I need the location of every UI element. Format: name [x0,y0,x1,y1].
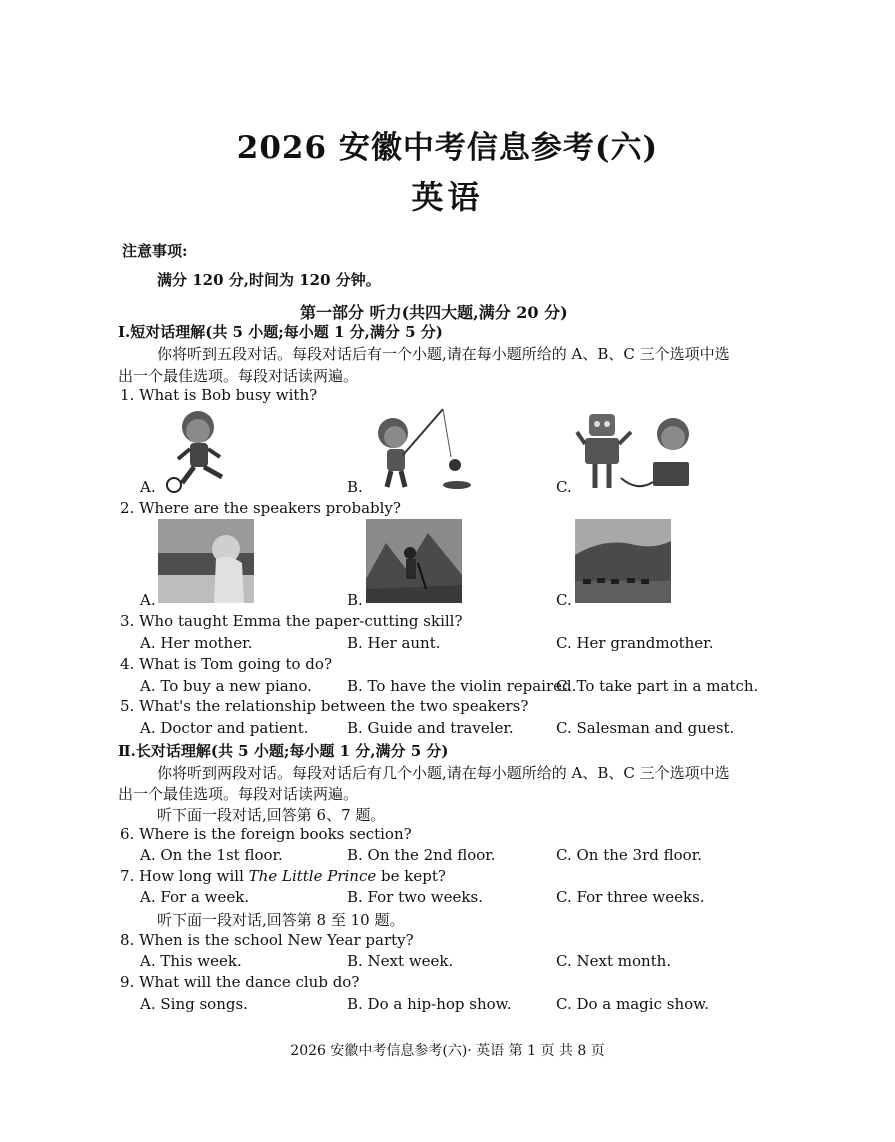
notice-text: 满分 120 分,时间为 120 分钟。 [157,271,381,289]
q9-option-a: A. Sing songs. [140,995,248,1013]
q1-option-a: A. [140,478,156,496]
q8-option-a: A. This week. [140,952,242,970]
dialog1-intro: 听下面一段对话,回答第 6、7 题。 [157,806,386,824]
q7-option-b: B. For two weeks. [347,888,483,906]
beach-scene-image [158,519,254,603]
q3-option-a: A. Her mother. [140,634,253,652]
mountain-hiking-image [366,519,462,603]
q8-option-b: B. Next week. [347,952,454,970]
q4-option-b: B. To have the violin repaired. [347,677,577,695]
q7-book-title: The Little Prince [248,867,377,885]
q2-option-a: A. [140,591,156,609]
q6-option-c: C. On the 3rd floor. [556,846,702,864]
section1-instruction-2: 出一个最佳选项。每段对话读两遍。 [118,367,359,385]
section1-instruction-1: 你将听到五段对话。每段对话后有一个小题,请在每小题所给的 A、B、C 三个选项中选 [157,345,730,363]
section2-instruction-1: 你将听到两段对话。每段对话后有几个小题,请在每小题所给的 A、B、C 三个选项中选 [157,764,730,782]
q3-option-b: B. Her aunt. [347,634,441,652]
q1-option-c: C. [556,478,572,496]
section1-heading: Ⅰ.短对话理解(共 5 小题;每小题 1 分,满分 5 分) [118,323,443,341]
q5-option-b: B. Guide and traveler. [347,719,514,737]
question-6: 6. Where is the foreign books section? [120,825,412,843]
question-9: 9. What will the dance club do? [120,973,360,991]
section2-instruction-2: 出一个最佳选项。每段对话读两遍。 [118,785,359,803]
robot-and-boy-image [575,408,700,493]
boy-fishing-image [365,405,475,495]
q7-text-pre: 7. How long will [120,867,249,885]
grassland-animals-image [575,519,671,603]
q7-option-a: A. For a week. [140,888,250,906]
q6-option-b: B. On the 2nd floor. [347,846,496,864]
q4-option-c: C. To take part in a match. [556,677,759,695]
q7-option-c: C. For three weeks. [556,888,705,906]
q9-option-c: C. Do a magic show. [556,995,709,1013]
exam-subject: 英语 [411,178,484,216]
q1-option-b: B. [347,478,363,496]
question-4: 4. What is Tom going to do? [120,655,332,673]
dialog2-intro: 听下面一段对话,回答第 8 至 10 题。 [157,911,405,929]
q3-option-c: C. Her grandmother. [556,634,714,652]
question-2: 2. Where are the speakers probably? [120,499,401,517]
q2-option-c: C. [556,591,572,609]
question-5: 5. What's the relationship between the two speakers? [120,697,529,715]
part1-heading: 第一部分 听力(共四大题,满分 20 分) [300,303,568,322]
exam-title: 2026 安徽中考信息参考(六) [236,130,659,166]
notice-heading: 注意事项: [122,242,188,260]
section2-heading: Ⅱ.长对话理解(共 5 小题;每小题 1 分,满分 5 分) [118,742,449,760]
q4-option-a: A. To buy a new piano. [140,677,312,695]
q6-option-a: A. On the 1st floor. [140,846,283,864]
q2-option-b: B. [347,591,363,609]
question-3: 3. Who taught Emma the paper-cutting skill? [120,612,463,630]
q9-option-b: B. Do a hip-hop show. [347,995,512,1013]
q5-option-c: C. Salesman and guest. [556,719,735,737]
boy-playing-football-image [160,405,240,495]
question-1: 1. What is Bob busy with? [120,386,318,404]
q7-text-post: be kept? [376,867,446,885]
q8-option-c: C. Next month. [556,952,672,970]
q5-option-a: A. Doctor and patient. [140,719,309,737]
question-7 [120,867,446,885]
question-8: 8. When is the school New Year party? [120,931,414,949]
page-footer: 2026 安徽中考信息参考(六)· 英语 第 1 页 共 8 页 [290,1043,605,1059]
